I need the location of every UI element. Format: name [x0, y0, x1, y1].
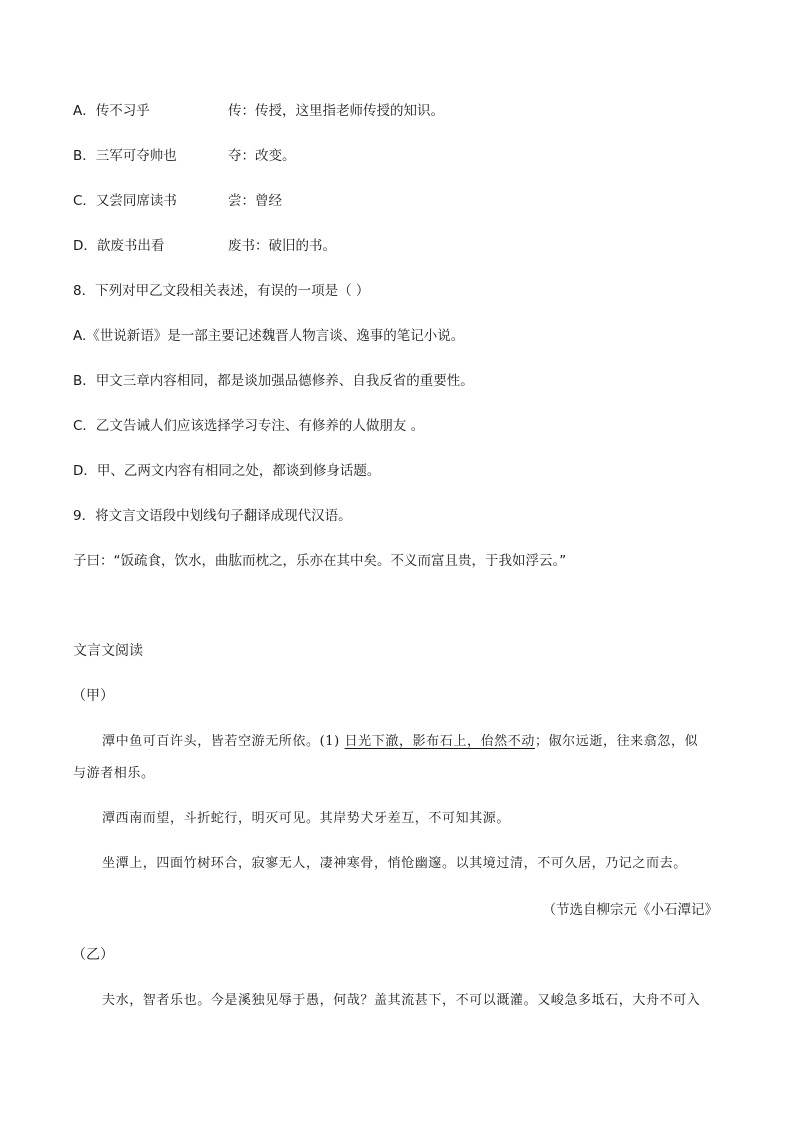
q7-option-a-note: 传：传授，这里指老师传授的知识。 [228, 103, 444, 119]
q9-quote: 子曰：“饭疏食，饮水，曲肱而枕之，乐亦在其中矣。不义而富且贵，于我如浮云。” [73, 553, 567, 569]
q8-option-c: C．乙文告诫人们应该选择学习专注、有修养的人做朋友 。 [73, 418, 425, 434]
passage-jia-paragraph-2: 潭西南而望，斗折蛇行，明灭可见。其岸势犬牙差互，不可知其源。 [102, 811, 511, 826]
q7-option-c-note: 尝：曾经 [228, 193, 282, 209]
jia-p1-text-after: ；俶尔远逝，往来翕忽，似 [534, 734, 699, 749]
q7-option-b-note: 夺：改变。 [228, 148, 296, 164]
q8-option-b: B．甲文三章内容相同，都是谈加强品德修养、自我反省的重要性。 [73, 373, 474, 389]
passage-yi-label: （乙） [72, 947, 114, 963]
q8-stem: 8．下列对甲乙文段相关表述，有误的一项是（ ） [73, 283, 370, 299]
passage-jia-paragraph-3: 坐潭上，四面竹树环合，寂寥无人，凄神寒骨，悄怆幽邃。以其境过清，不可久居，乃记之而去。 [102, 856, 687, 871]
q8-option-a: A.《世说新语》是一部主要记述魏晋人物言谈、逸事的笔记小说。 [73, 328, 465, 344]
passage-jia-paragraph-1 [102, 732, 698, 752]
passage-jia-label: （甲） [72, 688, 114, 704]
jia-p1-underlined-sentence: 日光下澈，影布石上，佁然不动 [344, 734, 535, 749]
jia-p1-text-before: 潭中鱼可百许头，皆若空游无所依。(1) [102, 734, 345, 749]
q7-option-b-label: B．三军可夺帅也 [73, 148, 177, 164]
q7-option-b [73, 146, 296, 166]
passage-jia-paragraph-1-continued: 与游者相乐。 [73, 766, 155, 781]
q8-option-d: D．甲、乙两文内容有相同之处，都谈到修身话题。 [73, 463, 381, 479]
q7-option-d-note: 废书：破旧的书。 [228, 238, 336, 254]
q7-option-d-label: D．歆废书出看 [73, 238, 165, 254]
q9-stem: 9．将文言文语段中划线句子翻译成现代汉语。 [73, 508, 352, 524]
passage-jia-source: （节选自柳宗元《小石潭记》 [542, 902, 718, 918]
q7-option-c-label: C．又尝同席读书 [73, 193, 177, 209]
reading-title: 文言文阅读 [73, 643, 143, 659]
q7-option-c [73, 191, 282, 211]
passage-yi-paragraph-1: 夫水，智者乐也。今是溪独见辱于愚，何哉？盖其流甚下，不可以溉灌。又峻急多坻石，大舟不可入 [102, 993, 701, 1008]
q7-option-a-label: A．传不习乎 [73, 103, 150, 119]
q7-option-a [73, 101, 444, 121]
q7-option-d [73, 236, 336, 256]
